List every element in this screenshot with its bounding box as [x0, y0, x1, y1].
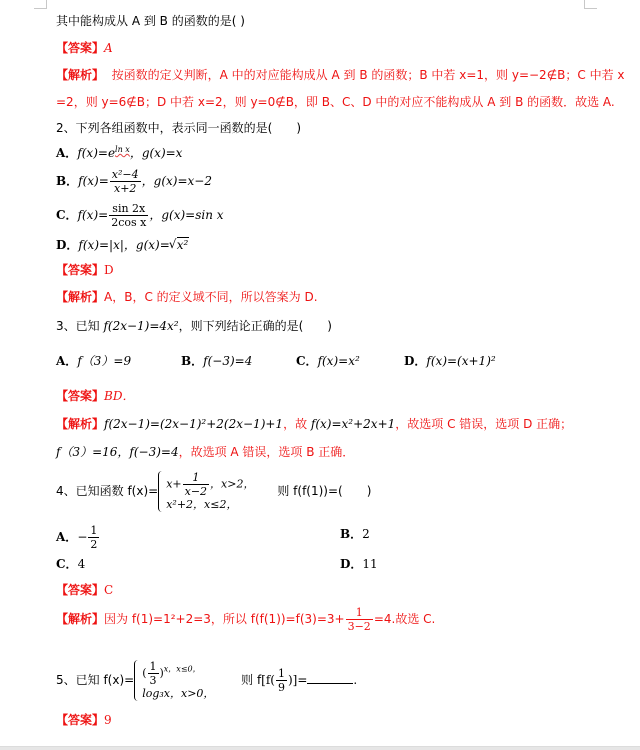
analysis-text: =4.故选 C.	[373, 612, 436, 626]
option-text: f（3）=9	[77, 354, 132, 368]
option-text: f(−3)=4	[203, 354, 253, 368]
answer-value: BD．	[104, 389, 135, 403]
fraction	[109, 202, 148, 229]
period: .	[353, 673, 358, 687]
piecewise-function	[134, 660, 214, 701]
analysis-label: 【解析】	[56, 612, 105, 626]
q3-option-a	[56, 353, 131, 369]
answer-value: C	[104, 583, 114, 597]
q2-analysis	[56, 289, 318, 305]
piece-row-2: x²+2，x≤2，	[166, 498, 238, 511]
denominator: 9	[277, 681, 285, 694]
option-label: B．	[56, 174, 79, 188]
option-label: D．	[404, 354, 427, 368]
q4-option-a	[56, 524, 100, 551]
stem-then: 则 f	[241, 673, 262, 687]
answer-label: 【答案】	[56, 263, 105, 277]
q2-option-c	[56, 202, 224, 229]
option-text: 11	[362, 557, 378, 571]
fraction	[88, 524, 99, 551]
q4-option-b	[340, 526, 370, 542]
option-label: D．	[340, 557, 363, 571]
denominator: 2	[90, 538, 98, 551]
option-label: D．	[56, 238, 79, 252]
analysis-formula: f(x)=x²+2x+1	[310, 417, 396, 431]
q4-option-d	[340, 556, 378, 572]
stem-formula: f(2x−1)=4x²	[103, 319, 179, 333]
numerator: 1	[277, 667, 285, 680]
stem-suffix: 则 f(f(1))=( )	[277, 484, 372, 498]
option-g: ，g(x)=	[123, 238, 170, 252]
fraction	[110, 168, 141, 195]
denominator: x−2	[184, 485, 208, 498]
piece-condition: ，x>2，	[210, 477, 255, 491]
stem-suffix: ，则下列结论正确的是( )	[178, 319, 332, 333]
option-label: B．	[340, 527, 363, 541]
answer-label: 【答案】	[56, 713, 105, 727]
option-label: B．	[181, 354, 204, 368]
fraction	[276, 667, 287, 694]
q3-analysis-line2	[56, 444, 354, 460]
denominator: 3−2	[347, 620, 371, 633]
q5-stem: 5、已知 f(x)= ( $\frac{1}{3}$ )$^{x,x\le 0,}$ log₃x，x>0， 则 f[f( $\frac{1}{9}$ )]= .	[56, 660, 358, 700]
analysis-label: 【解析】	[56, 417, 105, 431]
answer-value: A	[104, 41, 113, 55]
option-label: C．	[56, 208, 78, 222]
fraction	[148, 660, 159, 687]
q1-analysis-line1	[56, 67, 625, 83]
option-text: f(x)=x²	[317, 354, 360, 368]
square-root	[170, 237, 190, 253]
numerator: x²−4	[111, 168, 139, 181]
numerator: 1	[346, 606, 373, 620]
option-label: C．	[56, 557, 78, 571]
q2-answer	[56, 262, 114, 278]
answer-label: 【答案】	[56, 583, 105, 597]
q4-analysis	[56, 604, 435, 634]
numerator: 1	[183, 471, 209, 485]
fraction	[183, 471, 209, 498]
option-sign: −	[77, 530, 88, 544]
q2-option-a	[56, 145, 182, 161]
q2-stem: 2、下列各组函数中，表示同一函数的是( )	[56, 121, 301, 135]
denominator: 3	[149, 674, 157, 687]
analysis-formula: f(2x−1)=(2x−1)²+2(2x−1)+1	[104, 417, 284, 431]
analysis-formula: f（3）=16，	[56, 445, 130, 459]
answer-value: 9	[104, 713, 112, 727]
q4-stem	[56, 466, 371, 516]
answer-label: 【答案】	[56, 389, 105, 403]
q2-option-d	[56, 237, 189, 253]
q1-analysis-line2: =2，则 y=6∉B；D 中若 x=2，则 y=0∉B，即 B、C、D 中的对应不能构成从 A 到 B 的函数．故选 A.	[56, 95, 615, 109]
numerator: 1	[90, 524, 98, 537]
option-f: f(x)=|x|	[78, 238, 124, 252]
piece-row-2: log₃x，x>0，	[142, 687, 215, 700]
page-bottom-edge	[0, 746, 640, 750]
q3-stem	[56, 318, 332, 334]
page-corner-marker-top-left	[34, 0, 47, 9]
fraction	[346, 606, 373, 633]
radicand: x²	[176, 238, 189, 252]
numerator: 1	[149, 660, 157, 673]
option-label: A．	[56, 354, 78, 368]
numerator: sin 2x	[109, 202, 148, 216]
left-brace	[158, 471, 165, 512]
q4-answer	[56, 582, 113, 598]
analysis-label: 【解析】	[56, 68, 105, 82]
denominator: x+2	[114, 182, 137, 195]
piece-expr: x+	[166, 477, 182, 491]
stem-prefix: 4、已知函数 f(x)=	[56, 484, 159, 498]
option-label: A．	[56, 146, 78, 160]
option-label: C．	[296, 354, 318, 368]
option-text: 4	[77, 557, 86, 571]
q3-option-b	[181, 353, 252, 369]
q1-answer	[56, 40, 113, 56]
piece-row-1	[166, 471, 254, 498]
piece-exponent-condition: x，x≤0，	[163, 664, 201, 674]
page-corner-marker-top-right	[584, 0, 597, 9]
q3-option-c	[296, 353, 360, 369]
option-text: 2	[362, 527, 370, 541]
analysis-label: 【解析】	[56, 290, 105, 304]
answer-blank[interactable]	[307, 671, 353, 684]
analysis-text: A，B，C 的定义域不同，所以答案为 D.	[104, 290, 318, 304]
analysis-text: 按函数的定义判断，A 中的对应能构成从 A 到 B 的函数；B 中若 x=1，则 y=−2∉B；C 中若 x	[111, 68, 625, 82]
analysis-text: ，故	[283, 417, 311, 431]
analysis-formula: f(−3)=4	[129, 445, 179, 459]
q2-option-b	[56, 168, 212, 195]
q3-analysis-line1	[56, 416, 572, 432]
option-f: f(x)=	[78, 174, 109, 188]
piece-row-1: ( $\frac{1}{3}$ )$^{x,x\le 0,}$	[142, 660, 201, 687]
q5-answer	[56, 712, 112, 728]
analysis-text: 因为 f(1)=1²+2=3，所以 f(f(1))=f(3)=3+	[104, 612, 345, 626]
q4-option-c	[56, 556, 85, 572]
left-brace	[134, 660, 141, 701]
option-f-exponent: ln x	[115, 145, 130, 154]
q3-option-d	[404, 353, 496, 369]
analysis-text: ，故选项 A 错误，选项 B 正确．	[178, 445, 355, 459]
answer-label: 【答案】	[56, 41, 105, 55]
q3-answer	[56, 388, 134, 404]
option-f: f(x)=e	[77, 146, 116, 160]
q1-stem: 其中能构成从 A 到 B 的函数的是( )	[56, 14, 245, 28]
option-f: f(x)=	[77, 208, 109, 222]
equals-sign: =	[297, 673, 308, 687]
option-label: A．	[56, 530, 78, 544]
answer-value: D	[104, 263, 114, 277]
option-g: ，g(x)=x	[129, 146, 183, 160]
analysis-text: ，故选项 C 错误，选项 D 正确；	[395, 417, 573, 431]
option-g: ，g(x)=x−2	[141, 174, 212, 188]
stem-prefix: 5、已知 f(x)=	[56, 673, 135, 687]
option-g: ，g(x)=sin x	[149, 208, 224, 222]
piecewise-function	[158, 471, 254, 512]
stem-prefix: 3、已知	[56, 319, 104, 333]
option-text: f(x)=(x+1)²	[426, 354, 496, 368]
denominator: 2cos x	[111, 216, 147, 229]
